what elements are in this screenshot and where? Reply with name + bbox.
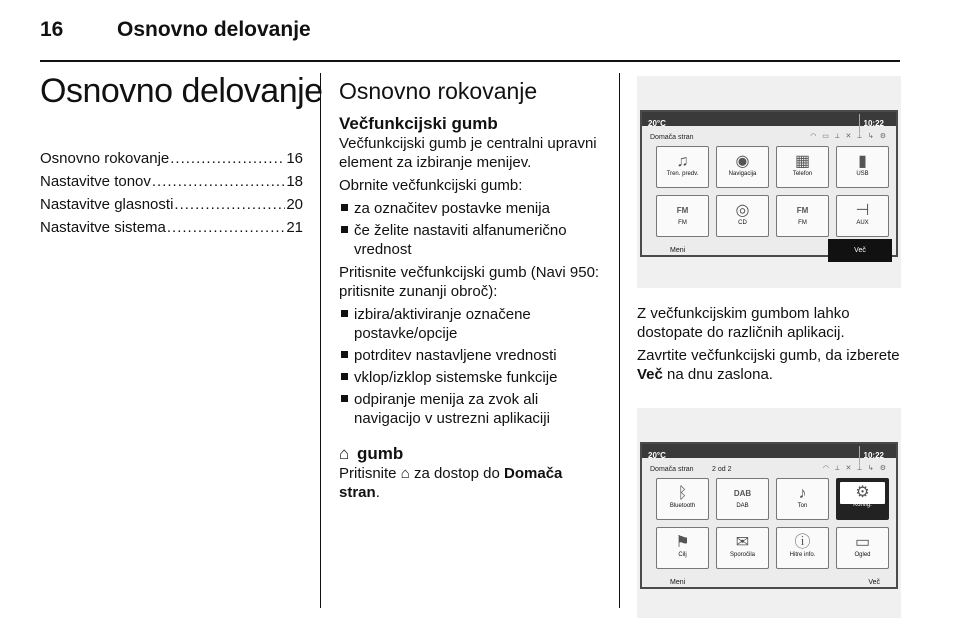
paragraph: Z večfunkcijskim gumbom lahko dostopate do različnih aplikacij. — [637, 305, 850, 341]
home-icon: ⌂ — [339, 444, 350, 463]
menu-button[interactable]: Meni — [670, 247, 686, 254]
aux-icon: ⊣ — [855, 202, 870, 219]
turn-lead: Obrnite večfunkcijski gumb: — [339, 177, 523, 194]
status-icons: ◠ ▭ ⟂ ✕ ⟂ ↳ ⚙ — [810, 133, 888, 140]
more-screen-figure — [637, 408, 901, 618]
globe-icon: ◉ — [735, 153, 750, 170]
header-rule — [40, 60, 900, 62]
toc-entry[interactable]: Nastavitve sistema ..... 21 — [40, 219, 303, 242]
phone-icon: ▦ — [794, 153, 811, 170]
bluetooth-icon: ᛒ — [677, 485, 688, 502]
app-tile[interactable]: ◉ Navigacija — [716, 146, 769, 188]
column-divider — [619, 73, 620, 608]
list-item: potrditev nastavljene vrednosti — [339, 346, 607, 365]
infotainment-screen — [640, 110, 898, 257]
status-bar: 20°C 10:22 — [642, 112, 896, 126]
list-item: vklop/izklop sistemske funkcije — [339, 368, 607, 387]
column-divider — [320, 73, 321, 608]
radio-icon: FM — [796, 206, 809, 215]
info-icon: ⓘ — [794, 534, 811, 551]
list-item: odpiranje menija za zvok ali navigacijo v ustrezni aplikaciji — [339, 390, 607, 428]
section-column — [339, 76, 607, 506]
chapter-title: Osnovno delovanje — [40, 72, 323, 110]
paragraph: Zavrtite večfunkcijski gumb, da izberete Več na dnu zaslona. — [637, 347, 900, 383]
more-button[interactable]: Več — [868, 579, 880, 586]
more-button[interactable]: Več — [828, 239, 892, 262]
press-list — [339, 305, 607, 428]
home-heading: ⌂ gumb — [339, 444, 404, 463]
app-tile[interactable]: ♪ Ton — [776, 478, 829, 520]
message-icon: ✉ — [735, 534, 750, 551]
running-title: Osnovno delovanje — [117, 18, 311, 41]
page-number: 16 — [40, 18, 64, 41]
app-tile[interactable]: ⚑ Cilj — [656, 527, 709, 569]
knob-intro: Večfunkcijski gumb je centralni upravni element za izbiranje menijev. — [339, 135, 597, 171]
app-tile[interactable]: ▮ USB — [836, 146, 889, 188]
tone-icon: ♪ — [798, 485, 807, 502]
disc-icon: ◎ — [735, 202, 750, 219]
app-tile-selected[interactable]: ⚙ Konfig. — [836, 478, 889, 520]
view-icon: ▭ — [854, 534, 871, 551]
app-tile[interactable]: ⊣ AUX — [836, 195, 889, 237]
app-tile[interactable]: ▦ Telefon — [776, 146, 829, 188]
gear-icon: ⚙ — [840, 482, 885, 504]
home-label: Domača stran — [650, 466, 694, 473]
flag-icon: ⚑ — [675, 534, 690, 551]
infotainment-screen — [640, 442, 898, 589]
app-grid — [656, 146, 888, 237]
section-title: Osnovno rokovanje — [339, 78, 538, 104]
app-grid — [656, 478, 888, 569]
list-item: če želite nastaviti alfanumerično vrednost — [339, 221, 607, 259]
app-tile[interactable]: ✉ Sporočila — [716, 527, 769, 569]
home-label: Domača stran — [650, 134, 694, 141]
toc-entry[interactable]: Osnovno rokovanje ..... 16 — [40, 150, 303, 173]
home-icon: ⌂ — [400, 465, 410, 482]
app-tile[interactable]: ⓘ Hitre info. — [776, 527, 829, 569]
app-tile[interactable]: ♫ Tren. predv. — [656, 146, 709, 188]
toc-entry[interactable]: Nastavitve glasnosti ..... 20 — [40, 196, 303, 219]
app-tile[interactable]: FM FM — [776, 195, 829, 237]
menu-button[interactable]: Meni — [670, 579, 686, 586]
status-icons: ◠ ⟂ ✕ ⟂ ↳ ⚙ — [822, 465, 888, 472]
list-item: za označitev postavke menija — [339, 199, 607, 218]
turn-list — [339, 199, 607, 259]
app-tile[interactable]: FM FM — [656, 195, 709, 237]
press-lead: Pritisnite večfunkcijski gumb (Navi 950: pritisnite zunanji obroč): — [339, 264, 600, 300]
app-tile[interactable]: ◎ CD — [716, 195, 769, 237]
knob-heading: Večfunkcijski gumb — [339, 114, 498, 133]
home-screen-figure — [637, 76, 901, 288]
page-indicator: 2 od 2 — [712, 466, 732, 473]
figure-column — [637, 76, 901, 618]
toc-entry[interactable]: Nastavitve tonov ..... 18 — [40, 173, 303, 196]
status-bar: 20°C 10:22 — [642, 444, 896, 458]
usb-icon: ▮ — [858, 153, 867, 170]
app-tile[interactable]: ▭ Ogled — [836, 527, 889, 569]
music-icon: ♫ — [676, 153, 689, 170]
list-item: izbira/aktiviranje označene postavke/opcije — [339, 305, 607, 343]
app-tile[interactable]: ᛒ Bluetooth — [656, 478, 709, 520]
dab-icon: DAB — [733, 489, 752, 498]
home-text: Pritisnite ⌂ za dostop do Domača stran. — [339, 465, 563, 501]
app-tile[interactable]: DAB DAB — [716, 478, 769, 520]
table-of-contents — [40, 150, 303, 242]
radio-icon: FM — [676, 206, 689, 215]
